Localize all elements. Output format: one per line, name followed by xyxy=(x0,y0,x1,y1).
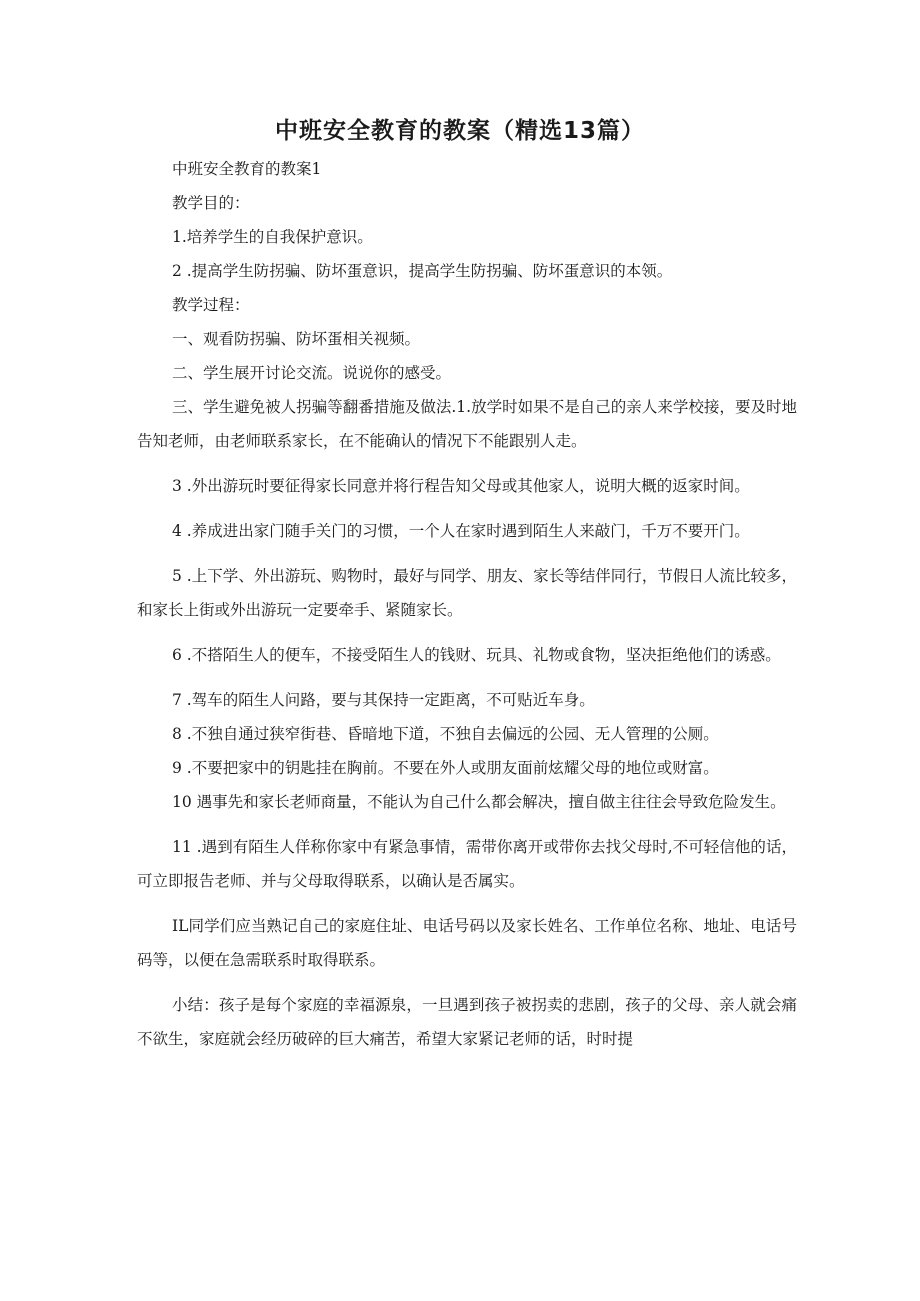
paragraph-step-1: 一、观看防拐骗、防坏蛋相关视频。 xyxy=(172,330,421,348)
paragraph-objective-label: 教学目的： xyxy=(172,194,250,212)
paragraph-step-3: 三、学生避免被人拐骗等翻番措施及做法.1.放学时如果不是自己的亲人来学校接，要及时地告知老师，由老师联系家长，在不能确认的情况下不能跟别人走。 xyxy=(137,398,797,450)
paragraph-item-3: 3 .外出游玩时要征得家长同意并将行程告知父母或其他家人，说明大概的返家时间。 xyxy=(172,477,750,495)
paragraph-item-8: 8 .不独自通过狭窄街巷、昏暗地下道，不独自去偏远的公园、无人管理的公厕。 xyxy=(172,725,719,743)
paragraph-item-10: 10 遇事先和家长老师商量，不能认为自己什么都会解决，擅自做主往往会导致危险发生。 xyxy=(172,793,786,811)
paragraph-item-9: 9 .不要把家中的钥匙挂在胸前。不要在外人或朋友面前炫耀父母的地位或财富。 xyxy=(172,759,719,777)
section-heading: 中班安全教育的教案1 xyxy=(172,160,322,178)
paragraph-objective-2: 2 .提高学生防拐骗、防坏蛋意识，提高学生防拐骗、防坏蛋意识的本领。 xyxy=(172,262,673,280)
paragraph-item-11: 11 .遇到有陌生人佯称你家中有紧急事情，需带你离开或带你去找父母时,不可轻信他的话，可立即报告老师、并与父母取得联系，以确认是否属实。 xyxy=(137,838,797,890)
paragraph-item-4: 4 .养成进出家门随手关门的习惯，一个人在家时遇到陌生人来敲门，千万不要开门。 xyxy=(172,522,750,540)
paragraph-item-12: IL同学们应当熟记自己的家庭住址、电话号码以及家长姓名、工作单位名称、地址、电话号码等，以便在急需联系时取得联系。 xyxy=(137,917,797,969)
paragraph-objective-1: 1.培养学生的自我保护意识。 xyxy=(172,228,373,246)
paragraph-step-2: 二、学生展开讨论交流。说说你的感受。 xyxy=(172,364,452,382)
paragraph-process-label: 教学过程： xyxy=(172,296,250,314)
paragraph-item-6: 6 .不搭陌生人的便车，不接受陌生人的钱财、玩具、礼物或食物，坚决拒绝他们的诱惑。 xyxy=(172,646,781,664)
paragraph-item-7: 7 .驾车的陌生人问路，要与其保持一定距离，不可贴近车身。 xyxy=(172,691,595,709)
document-body xyxy=(137,152,797,1067)
paragraph-item-5: 5 .上下学、外出游玩、购物时，最好与同学、朋友、家长等结伴同行，节假日人流比较多，和家长上街或外出游玩一定要牵手、紧随家长。 xyxy=(137,567,797,619)
paragraph-summary: 小结：孩子是每个家庭的幸福源泉，一旦遇到孩子被拐卖的悲剧，孩子的父母、亲人就会痛不欲生，家庭就会经历破碎的巨大痛苦，希望大家紧记老师的话，时时提 xyxy=(137,996,797,1048)
document-title: 中班安全教育的教案（精选13篇） xyxy=(274,118,645,144)
